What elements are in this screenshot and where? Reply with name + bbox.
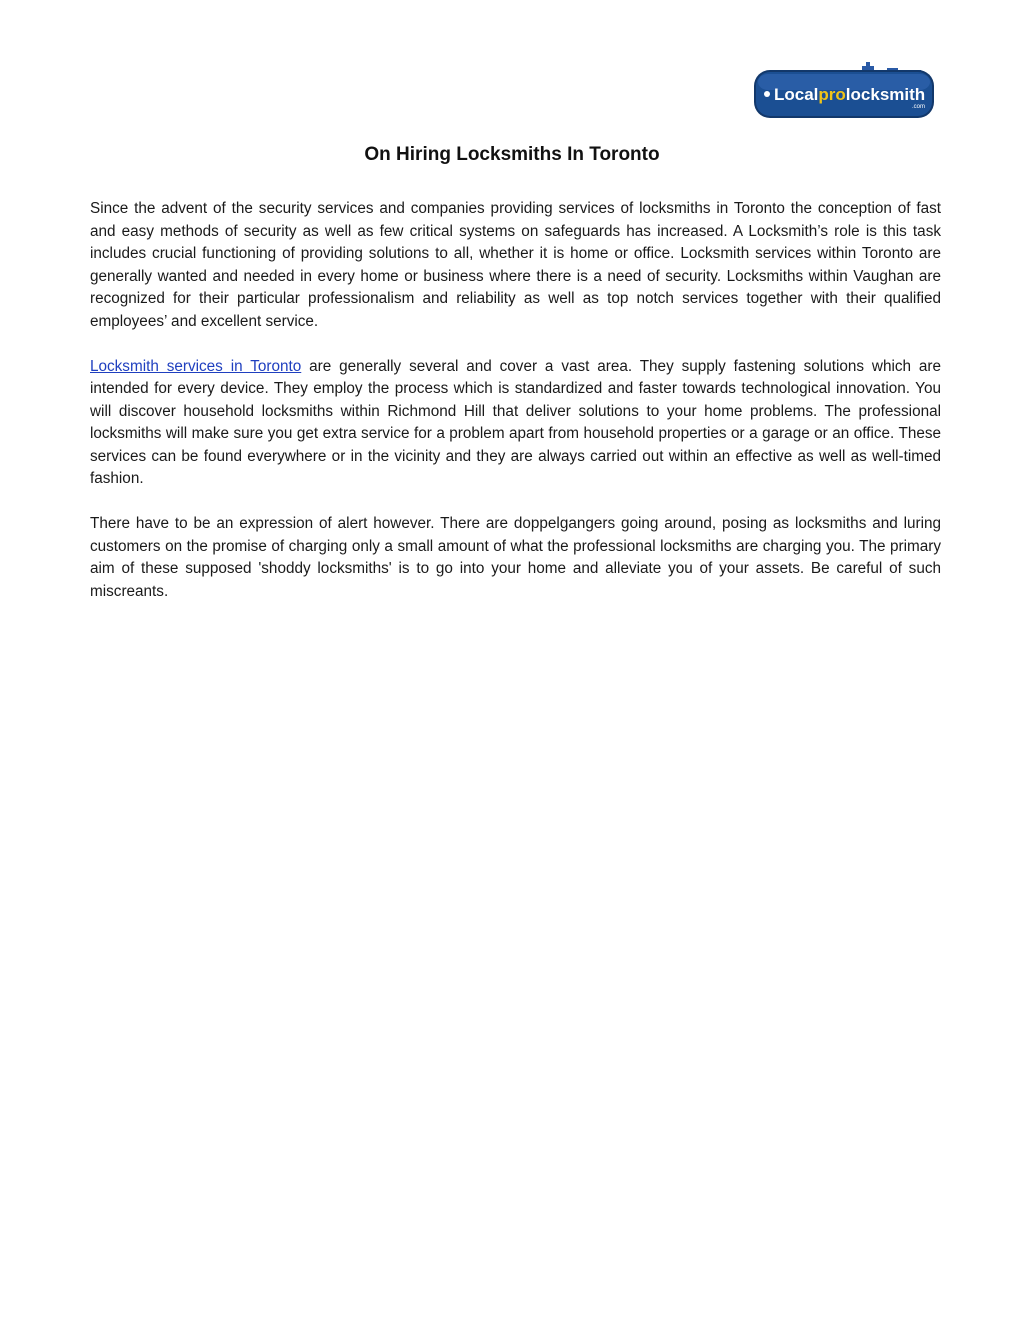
bullet-dot-icon: [764, 91, 770, 97]
paragraph-3: There have to be an expression of alert however. There are doppelgangers going around, posing as locksmiths and luring customers on the promise of charging only a small amount of what the professional locksmiths are charging you. The primary aim of these supposed 'shoddy locksmiths' is to go into your home and alleviate you of your assets. Be careful of such miscreants.: [90, 515, 941, 600]
paragraph-2: [90, 356, 941, 491]
svg-text:Localprolocksmith: Localprolocksmith: [774, 85, 926, 104]
locksmith-services-toronto-link[interactable]: Locksmith services in Toronto: [90, 357, 302, 375]
svg-text:.com: .com: [912, 104, 926, 110]
paragraph-1: Since the advent of the security services and companies providing services of locksmiths in Toronto the conception of fast and easy methods of security as well as few critical systems on safeguards has increased. A Locksmith’s role is this task includes crucial functioning of providing solutions to all, whether it is home or office. Locksmith services within Toronto are generally wanted and needed in every home or business where there is a need of security. Locksmiths within Vaughan are recognized for their particular professionalism and reliability as well as top notch services together with their qualified employees’ and excellent service.: [90, 200, 941, 330]
localprolocksmith-logo: [752, 60, 942, 122]
document-body: [90, 198, 941, 626]
paragraph-2-text: are generally several and cover a vast area. They supply fastening solutions which are intended for every device. They employ the process which is standardized and faster towards technological innovation. You will discover household locksmiths within Richmond Hill that deliver solutions to your home problems. The professional locksmiths will make sure you get extra service for a problem apart from household properties or a garage or an office. These services can be found everywhere or in the vicinity and they are always carried out within an effective as well as well-timed fashion.: [90, 357, 941, 487]
document-title: On Hiring Locksmiths In Toronto: [364, 144, 660, 165]
